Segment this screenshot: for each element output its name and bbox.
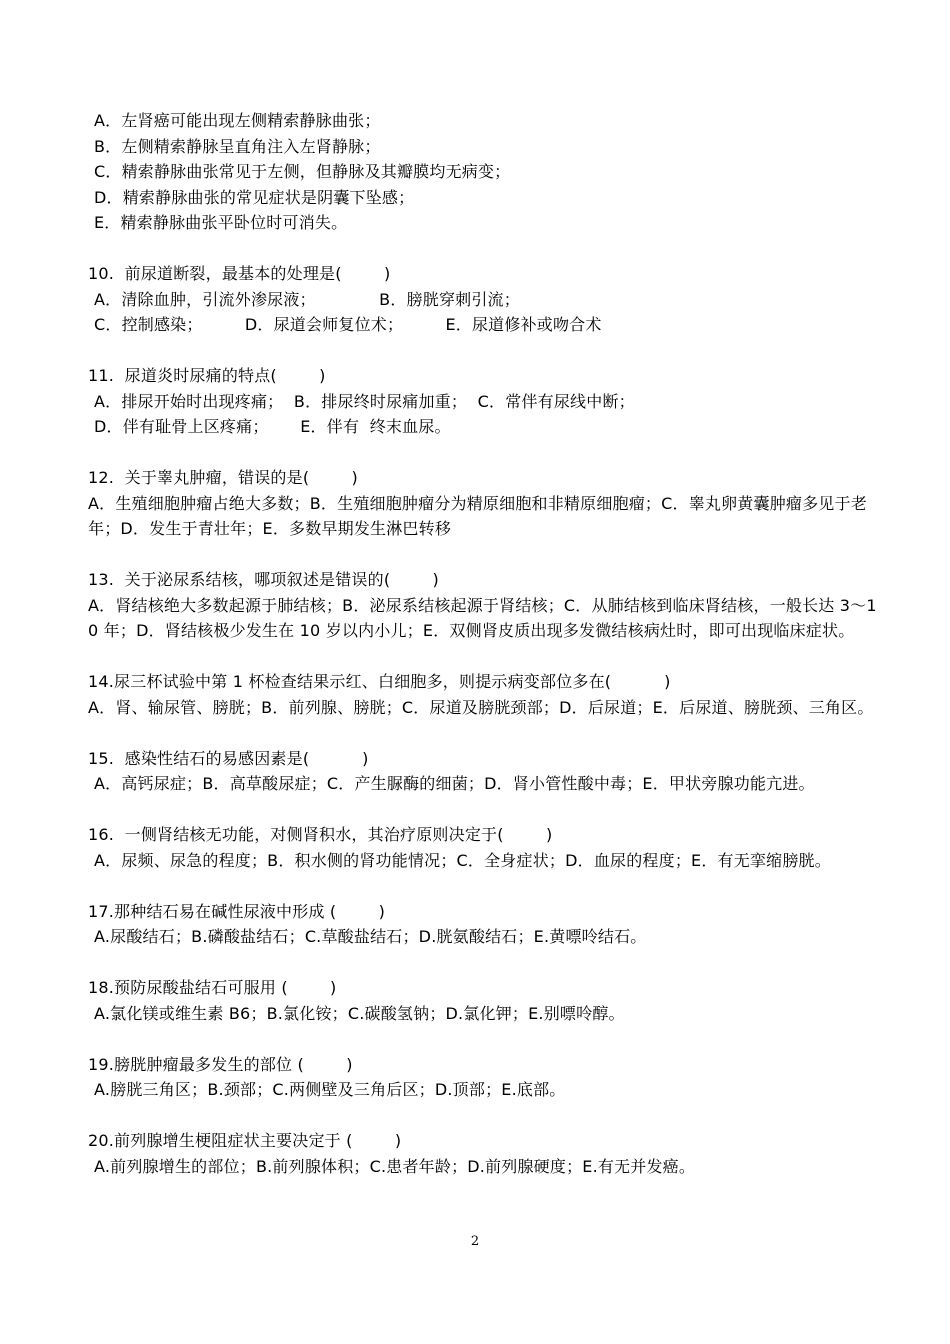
question-9-option-b: B．左侧精索静脉呈直角注入左肾静脉；: [94, 136, 381, 156]
question-9-option-c: C．精索静脉曲张常见于左侧，但静脉及其瓣膜均无病变；: [94, 162, 511, 181]
question-10-options-line-2: C．控制感染； D．尿道会师复位术； E．尿道修补或吻合术: [94, 315, 602, 334]
question-17-options: A.尿酸结石；B.磷酸盐结石；C.草酸盐结石；D.胱氨酸结石；E.黄嘌呤结石。: [94, 927, 647, 946]
question-16-stem: 16. 一侧肾结核无功能，对侧肾积水，其治疗原则决定于( ): [88, 825, 553, 844]
page-number: 2: [470, 1234, 480, 1249]
question-18-options: A.氯化镁或维生素 B6；B.氯化铵；C.碳酸氢钠；D.氯化钾；E.别嘌呤醇。: [94, 1003, 625, 1023]
question-9-option-d: D．精索静脉曲张的常见症状是阴囊下坠感；: [94, 187, 415, 207]
question-20-options: A.前列腺增生的部位；B.前列腺体积；C.患者年龄；D.前列腺硬度；E.有无并发癌。: [94, 1156, 696, 1176]
question-14-stem: 14.尿三杯试验中第 1 杯检查结果示红、白细胞多，则提示病变部位多在( ): [88, 672, 671, 691]
question-16-options: A．尿频、尿急的程度；B．积水侧的肾功能情况；C．全身症状；D．血尿的程度；E．有无挛缩膀胱。: [94, 850, 831, 870]
question-11-stem: 11. 尿道炎时尿痛的特点( ): [88, 366, 326, 385]
question-15-options: A．高钙尿症；B．高草酸尿症；C．产生脲酶的细菌；D．肾小管性酸中毒；E．甲状旁腺功能亢进。: [94, 774, 815, 793]
question-10-options-line-1: A．清除血肿，引流外渗尿液； B．膀胱穿刺引流；: [94, 289, 520, 309]
question-13-options: A．肾结核绝大多数起源于肺结核；B．泌尿系结核起源于肾结核；C．从肺结核到临床肾结核，一般长达 3～10 年；D．肾结核极少发生在 10 岁以内小儿；E．双侧肾皮质出现多发微结核病灶时，即可出现临床症状。: [88, 595, 877, 640]
question-9-option-e: E．精索静脉曲张平卧位时可消失。: [94, 213, 348, 232]
question-12-options: A．生殖细胞肿瘤占绝大多数；B．生殖细胞肿瘤分为精原细胞和非精原细胞瘤；C．睾丸卵黄囊肿瘤多见于老年；D．发生于青壮年；E．多数早期发生淋巴转移: [88, 493, 867, 538]
question-18-stem: 18.预防尿酸盐结石可服用 ( ): [88, 978, 337, 997]
document-page: [88, 108, 878, 1179]
question-12-stem: 12. 关于睾丸肿瘤，错误的是( ): [88, 468, 358, 487]
question-13-stem: 13. 关于泌尿系结核，哪项叙述是错误的( ): [88, 570, 439, 589]
question-20-stem: 20.前列腺增生梗阻症状主要决定于 ( ): [88, 1131, 402, 1150]
question-19-stem: 19.膀胱肿瘤最多发生的部位 ( ): [88, 1054, 353, 1074]
question-11-options-line-2: D．伴有耻骨上区疼痛； E．伴有 终末血尿。: [94, 417, 451, 436]
question-10-stem: 10. 前尿道断裂，最基本的处理是( ): [88, 264, 391, 283]
question-17-stem: 17.那种结石易在碱性尿液中形成 ( ): [88, 901, 386, 921]
question-15-stem: 15. 感染性结石的易感因素是( ): [88, 748, 369, 768]
question-9-option-a: A．左肾癌可能出现左侧精索静脉曲张；: [94, 111, 381, 130]
question-11-options-line-1: A．排尿开始时出现疼痛； B．排尿终时尿痛加重； C．常伴有尿线中断；: [94, 391, 635, 411]
question-19-options: A.膀胱三角区；B.颈部；C.两侧壁及三角后区；D.顶部；E.底部。: [94, 1080, 566, 1099]
question-14-options: A．肾、输尿管、膀胱；B．前列腺、膀胱；C．尿道及膀胱颈部；D．后尿道；E．后尿道、膀胱颈、三角区。: [88, 697, 874, 717]
